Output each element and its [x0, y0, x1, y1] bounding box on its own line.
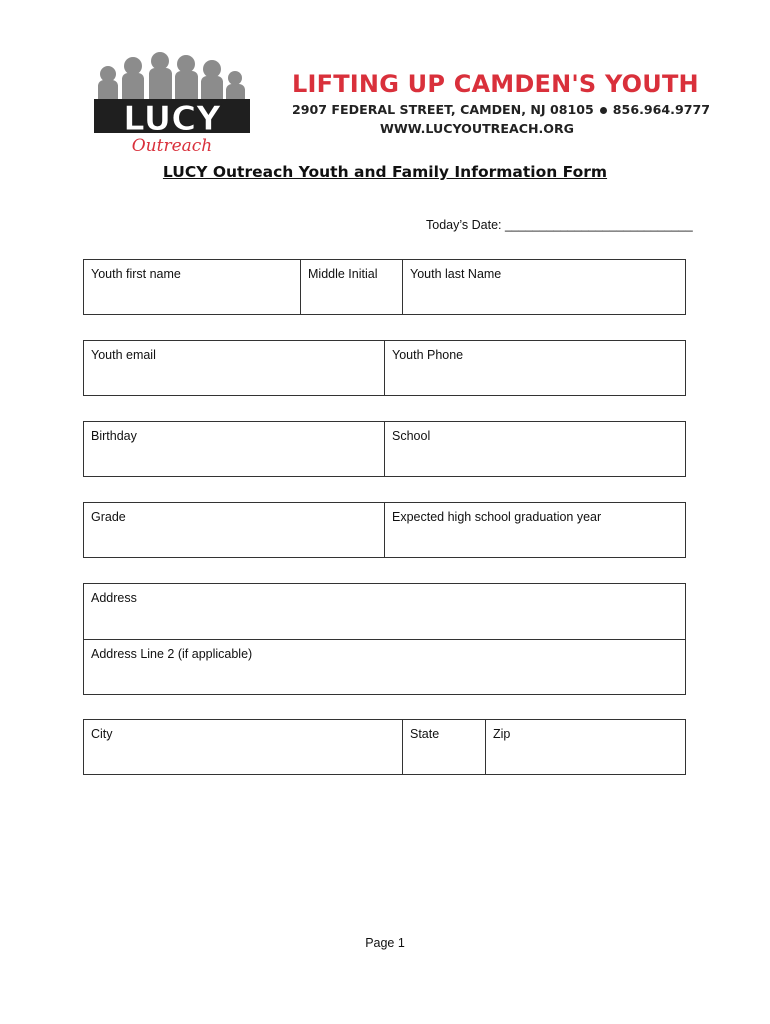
form-title: LUCY Outreach Youth and Family Information Form: [162, 163, 608, 181]
field-label: Youth last Name: [410, 267, 502, 281]
field-label: Birthday: [91, 429, 137, 443]
lucy-outreach-logo: [88, 52, 254, 156]
svg-text:LUCY: LUCY: [123, 99, 221, 139]
field-label: Expected high school graduation year: [392, 510, 602, 524]
field-label: Address Line 2 (if applicable): [91, 647, 253, 661]
field-label: Youth Phone: [392, 348, 464, 362]
todays-date-field[interactable]: Today’s Date: ___________________________: [426, 218, 693, 232]
phone-number: 856.964.9777: [612, 102, 710, 117]
youth-email-field[interactable]: [84, 341, 385, 395]
youth-contact-row: [83, 340, 686, 396]
state-field[interactable]: [403, 720, 486, 774]
organization-tagline: LIFTING UP CAMDEN'S YOUTH: [292, 70, 699, 98]
field-label: City: [91, 727, 113, 741]
youth-first-name-field[interactable]: [84, 260, 301, 314]
field-label: Grade: [91, 510, 126, 524]
field-label: Youth email: [91, 348, 156, 362]
website-url[interactable]: WWW.LUCYOUTREACH.ORG: [380, 121, 575, 136]
address-line-2-field[interactable]: [84, 639, 685, 694]
city-state-zip-row: [83, 719, 686, 775]
youth-phone-field[interactable]: [385, 341, 685, 395]
field-label: Youth first name: [91, 267, 181, 281]
school-field[interactable]: [385, 422, 685, 476]
field-label: Middle Initial: [308, 267, 378, 281]
grade-field[interactable]: [84, 503, 385, 557]
field-label: Zip: [493, 727, 511, 741]
field-label: School: [392, 429, 431, 443]
youth-name-row: [83, 259, 686, 315]
city-field[interactable]: [84, 720, 403, 774]
birthday-school-row: [83, 421, 686, 477]
address-block: [83, 583, 686, 695]
svg-text:Outreach: Outreach: [131, 136, 213, 156]
middle-initial-field[interactable]: [301, 260, 403, 314]
birthday-field[interactable]: [84, 422, 385, 476]
youth-last-name-field[interactable]: [403, 260, 685, 314]
contact-line: [292, 102, 710, 117]
graduation-year-field[interactable]: [385, 503, 685, 557]
street-address: 2907 FEDERAL STREET, CAMDEN, NJ 08105: [292, 102, 594, 117]
zip-field[interactable]: [486, 720, 685, 774]
address-field[interactable]: [84, 584, 685, 639]
field-label: State: [410, 727, 440, 741]
bullet-icon: [600, 107, 607, 114]
field-label: Address: [91, 591, 137, 605]
grade-row: [83, 502, 686, 558]
page-number: Page 1: [365, 936, 405, 950]
